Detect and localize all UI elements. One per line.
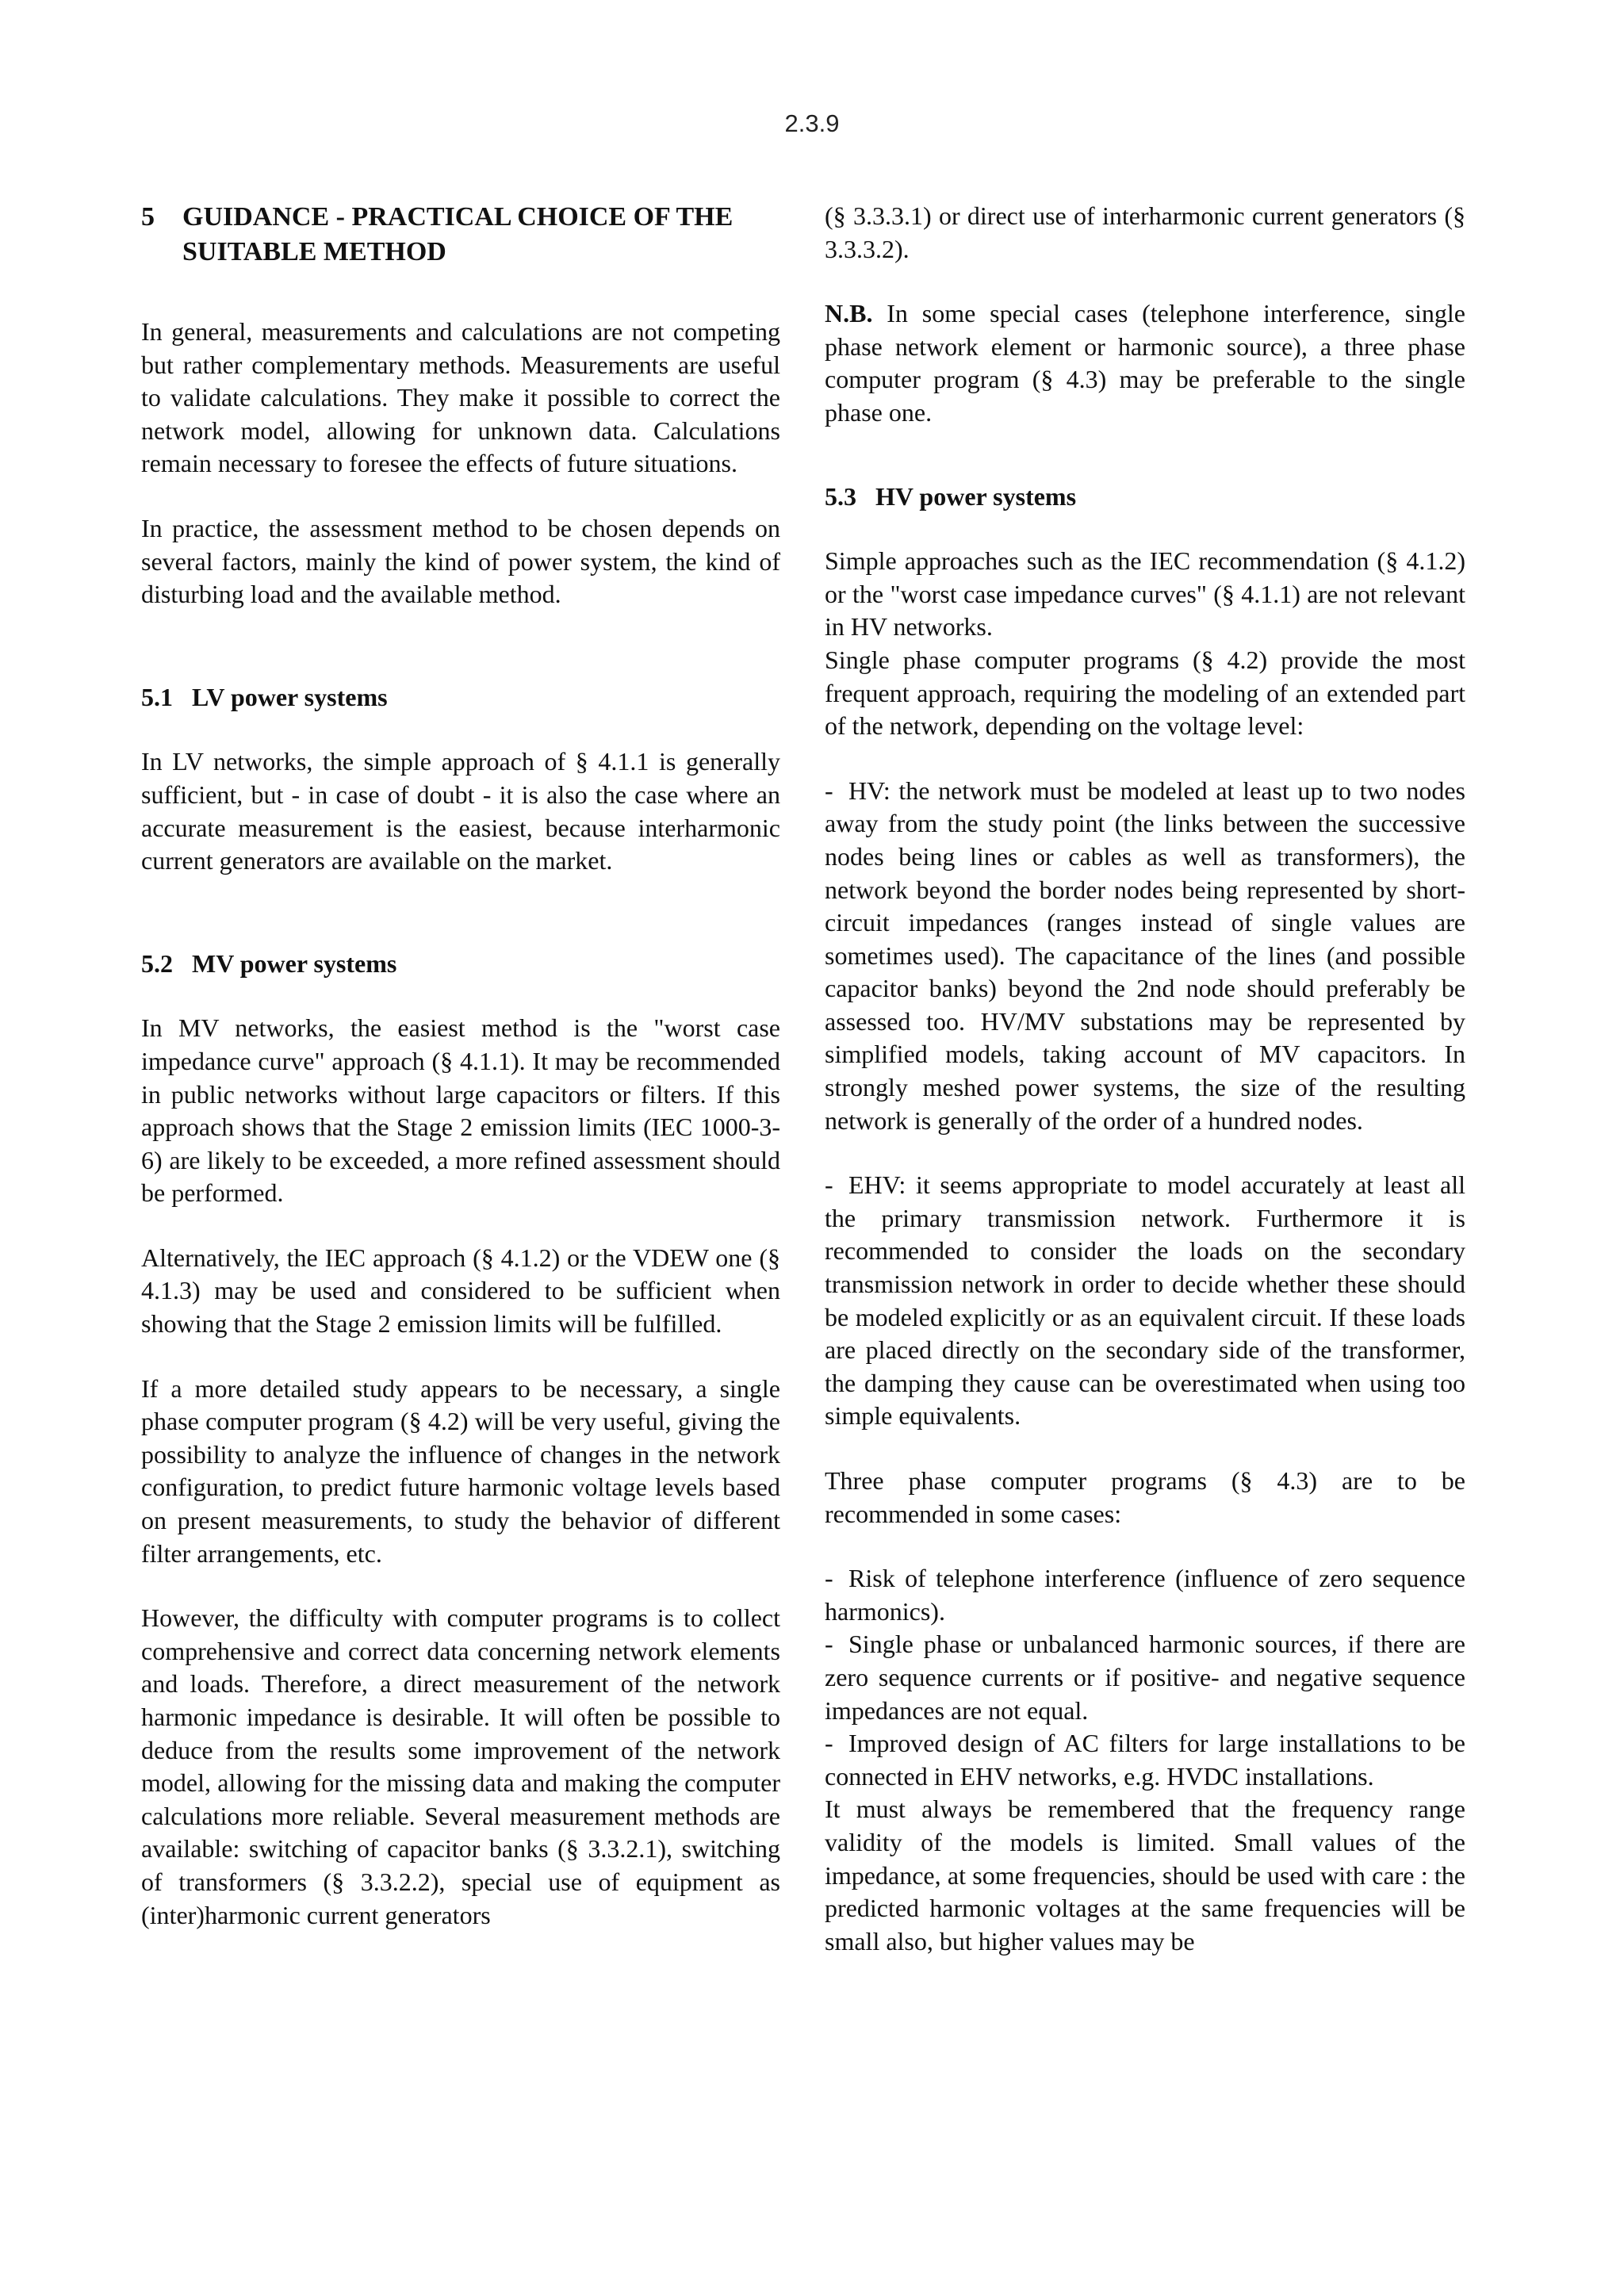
section-5-1-number: 5.1 <box>141 682 173 711</box>
nb-label: N.B. <box>825 299 873 328</box>
intro-paragraph-2: In practice, the assessment method to be chosen depends on several factors, mainly the kind of power system, the kind of disturbing load and the available method. <box>141 513 780 609</box>
mv-paragraph-1: In MV networks, the easiest method is the "worst case impedance curve" approach (§ 4.1.1). It may be recommended in public networks without large capacitors or filters. If this approach shows that the Stage 2 emission limits (IEC 1000-3-6) are likely to be exceeded, a more refined assessment should be performed. <box>141 1013 780 1208</box>
section-5-title: GUIDANCE - PRACTICAL CHOICE OF THE SUITABLE METHOD <box>182 202 733 266</box>
mv-paragraph-4: However, the difficulty with computer programs is to collect comprehensive and correct data concerning network elements and loads. Therefore, a direct measurement of the network harmonic impedance is desirable. It will often be possible to deduce from the results some improvement of the network model, allowing for the missing data and making the computer calculations more reliable. Several measurement methods are available: switching of capacitor banks (§ 3.3.2.1), switching of transformers (§ 3.3.2.2), special use of equipment as (inter)harmonic current generators <box>141 1603 780 1929</box>
section-5-1-title: LV power systems <box>192 682 388 711</box>
hv-paragraph-1: Simple approaches such as the IEC recommendation (§ 4.1.2) or the "worst case impedance curves" (§ 4.1.1) are not relevant in HV networks. <box>825 546 1465 642</box>
section-5-2-title: MV power systems <box>192 948 397 978</box>
mv-paragraph-2: Alternatively, the IEC approach (§ 4.1.2) or the VDEW one (§ 4.1.3) may be used and considered to be sufficient when showing that the Stage 2 emission limits will be fulfilled. <box>141 1243 780 1339</box>
bullet-item-1 <box>825 1562 1465 1628</box>
hv-list-item <box>825 775 1465 1138</box>
right-column <box>825 200 1465 1958</box>
three-phase-intro: Three phase computer programs (§ 4.3) are to be recommended in some cases: <box>825 1466 1465 1528</box>
lv-paragraph: In LV networks, the simple approach of § 4.1.1 is generally sufficient, but - in case of doubt - it is also the case where an accurate measurement is the easiest, because interharmonic current generators are available on the market. <box>141 747 780 875</box>
ehv-list-item <box>825 1169 1465 1433</box>
dash-marker: - <box>825 1729 833 1758</box>
dash-marker: - <box>825 1630 833 1659</box>
hv-list-item-text: HV: the network must be modeled at least up to two nodes away from the study point (the links between the successive nodes being lines or cables as well as transformers), the network beyond the border nodes being represented by short-circuit impedances (ranges instead of single values are sometimes used). The capacitance of the lines (and possible capacitor banks) beyond the 2nd node should preferably be assessed too. HV/MV substations may be represented by simplified models, taking account of MV capacitors. In strongly meshed power systems, the size of the resulting network is generally of the order of a hundred nodes. <box>825 776 1465 1135</box>
section-5-1-heading <box>141 681 780 714</box>
bullet-item-3 <box>825 1727 1465 1793</box>
section-5-number: 5 <box>141 202 155 232</box>
continued-paragraph: (§ 3.3.3.1) or direct use of interharmonic current generators (§ 3.3.3.2). <box>825 201 1465 263</box>
nb-text: In some special cases (telephone interference, single phase network element or harmonic source), a three phase computer program (§ 4.3) may be preferable to the single phase one. <box>825 299 1465 427</box>
section-5-3-heading <box>825 481 1465 514</box>
left-column <box>141 200 780 1932</box>
bullet-item-2 <box>825 1628 1465 1727</box>
page-number: 2.3.9 <box>784 109 840 137</box>
section-5-2-number: 5.2 <box>141 948 173 978</box>
dash-marker: - <box>825 776 833 805</box>
intro-paragraph-1: In general, measurements and calculations are not competing but rather complementary methods. Measurements are useful to validate calculations. They make it possible to correct the network model, allowing for unknown data. Calculations remain necessary to foresee the effects of future situations. <box>141 317 780 478</box>
section-5-3-number: 5.3 <box>825 481 856 511</box>
hv-paragraph-2: Single phase computer programs (§ 4.2) provide the most frequent approach, requiring the modeling of an extended part of the network, depending on the voltage level: <box>825 645 1465 741</box>
bullet-item-1-text: Risk of telephone interference (influence of zero sequence harmonics). <box>825 1564 1465 1626</box>
dash-marker: - <box>825 1170 833 1200</box>
section-5-2-heading <box>141 948 780 981</box>
ehv-list-item-text: EHV: it seems appropriate to model accurately at least all the primary transmission network. Furthermore it is recommended to consider the loads on the secondary transmission network in order to decide whether these should be modeled explicitly or as an equivalent circuit. If these loads are placed directly on the secondary side of the transformer, the damping they cause can be overestimated when using too simple equivalents. <box>825 1170 1465 1431</box>
dash-marker: - <box>825 1564 833 1593</box>
nb-paragraph <box>825 297 1465 429</box>
closing-paragraph: It must always be remembered that the frequency range validity of the models is limited. Small values of the impedance, at some frequencies, should be used with care : the predicted harmonic voltages at the same frequencies will be small also, but higher values may be <box>825 1795 1465 1955</box>
bullet-item-2-text: Single phase or unbalanced harmonic sources, if there are zero sequence currents or if positive- and negative sequence impedances are not equal. <box>825 1630 1465 1725</box>
mv-paragraph-3: If a more detailed study appears to be necessary, a single phase computer program (§ 4.2) will be very useful, giving the possibility to analyze the influence of changes in the network configuration, to predict future harmonic voltage levels based on present measurements, to study the behavior of different filter arrangements, etc. <box>141 1373 780 1568</box>
bullet-item-3-text: Improved design of AC filters for large installations to be connected in EHV networks, e.g. HVDC installations. <box>825 1729 1465 1791</box>
section-5-heading <box>141 200 780 270</box>
section-5-3-title: HV power systems <box>875 481 1077 511</box>
